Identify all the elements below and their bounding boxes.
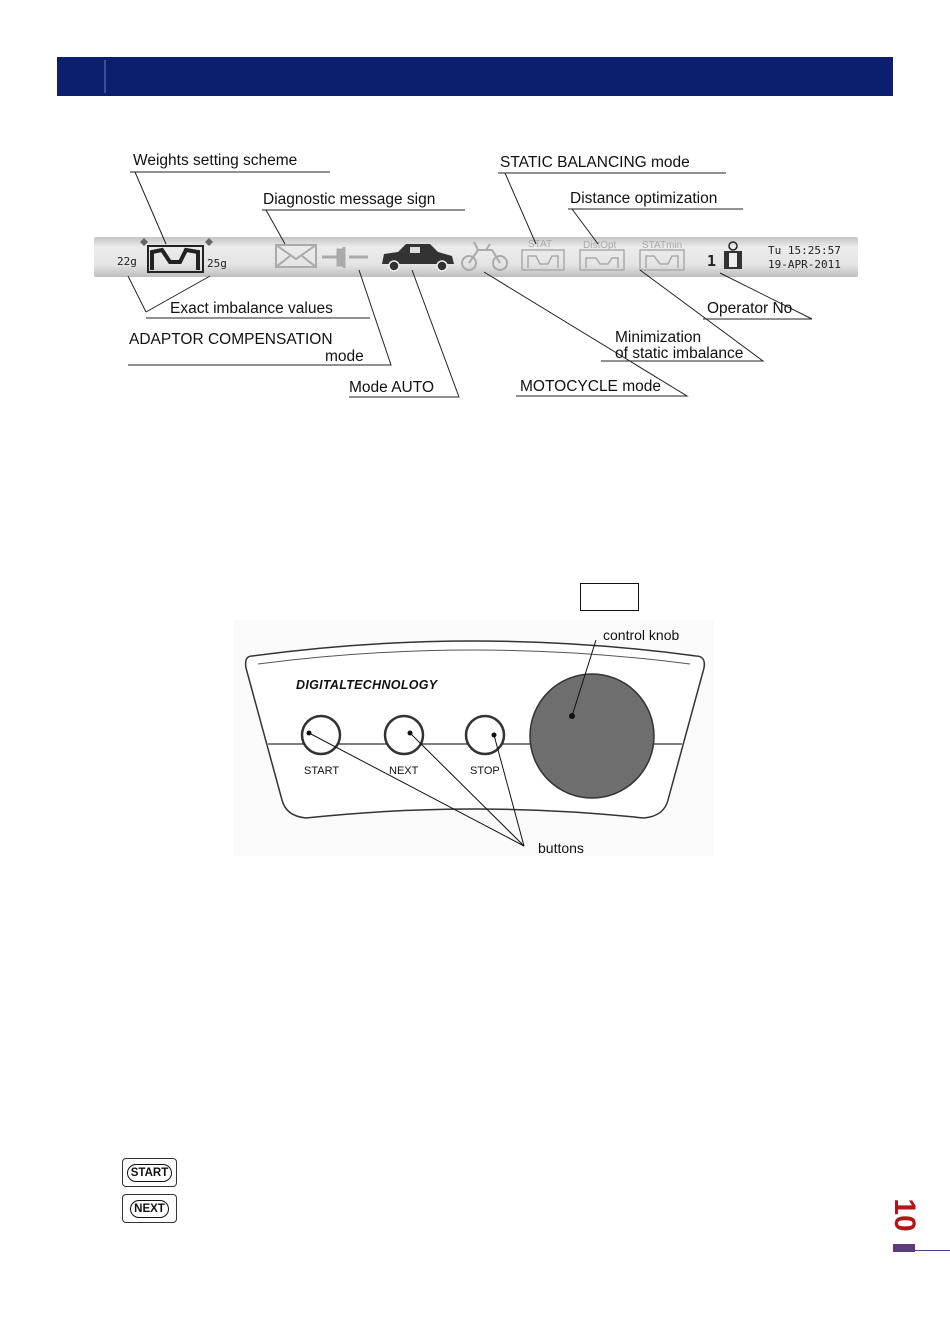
time-readout: Tu 15:25:57 [768, 244, 841, 257]
distopt-mode-icon [580, 250, 624, 270]
next-button-label: NEXT [389, 765, 419, 777]
operator-number: 1 [707, 252, 717, 270]
callout-minimization-static: of static imbalance [615, 345, 744, 362]
empty-label-box [580, 583, 639, 611]
car-icon [382, 244, 454, 271]
callout-weights-setting-scheme: Weights setting scheme [133, 152, 298, 169]
callout-static-balancing-mode: STATIC BALANCING mode [500, 154, 690, 171]
envelope-icon [276, 245, 316, 267]
control-panel-diagram [234, 620, 714, 856]
callout-minimization: Minimization [615, 329, 702, 346]
distopt-label: DistOpt [583, 240, 617, 251]
adaptor-plug-icon [322, 247, 368, 268]
statmin-mode-icon [640, 250, 684, 270]
next-key-icon [122, 1194, 177, 1223]
stat-label: STAT [528, 239, 553, 250]
panel-brand-label: DIGITALTECHNOLOGY [296, 678, 438, 692]
date-readout: 19-APR-2011 [768, 258, 841, 271]
start-key-icon [122, 1158, 177, 1187]
weights-scheme-icon [140, 238, 213, 272]
operator-icon [724, 242, 742, 269]
next-button [385, 716, 423, 754]
callout-motocycle-mode: MOTOCYCLE mode [520, 378, 661, 395]
buttons-label: buttons [538, 840, 584, 856]
left-imbalance-value: 22g [117, 255, 137, 268]
statusbar-diagram-graphics [0, 0, 950, 420]
right-imbalance-value: 25g [207, 257, 227, 270]
next-key-label: NEXT [130, 1200, 169, 1218]
callout-distance-optimization: Distance optimization [570, 190, 718, 207]
control-knob [530, 674, 654, 798]
control-knob-label: control knob [603, 627, 680, 643]
stop-button-label: STOP [470, 765, 500, 777]
start-button-label: START [304, 765, 340, 777]
start-key-label: START [127, 1164, 172, 1182]
page-marker [893, 1244, 915, 1252]
callout-operator-no: Operator No [707, 300, 793, 317]
callout-diagnostic-message-sign: Diagnostic message sign [263, 191, 436, 208]
page-marker-line [915, 1250, 950, 1251]
stat-mode-icon [522, 250, 564, 270]
page-number: 10 [888, 1198, 921, 1232]
callout-adaptor-compensation-mode: mode [325, 348, 364, 365]
callout-mode-auto: Mode AUTO [349, 379, 435, 396]
stop-button [466, 716, 504, 754]
statmin-label: STATmin [642, 240, 683, 251]
callout-adaptor-compensation: ADAPTOR COMPENSATION [129, 331, 333, 348]
callout-leader-lines [128, 172, 812, 397]
callout-exact-imbalance-values: Exact imbalance values [170, 300, 333, 317]
motorcycle-icon [462, 242, 507, 270]
